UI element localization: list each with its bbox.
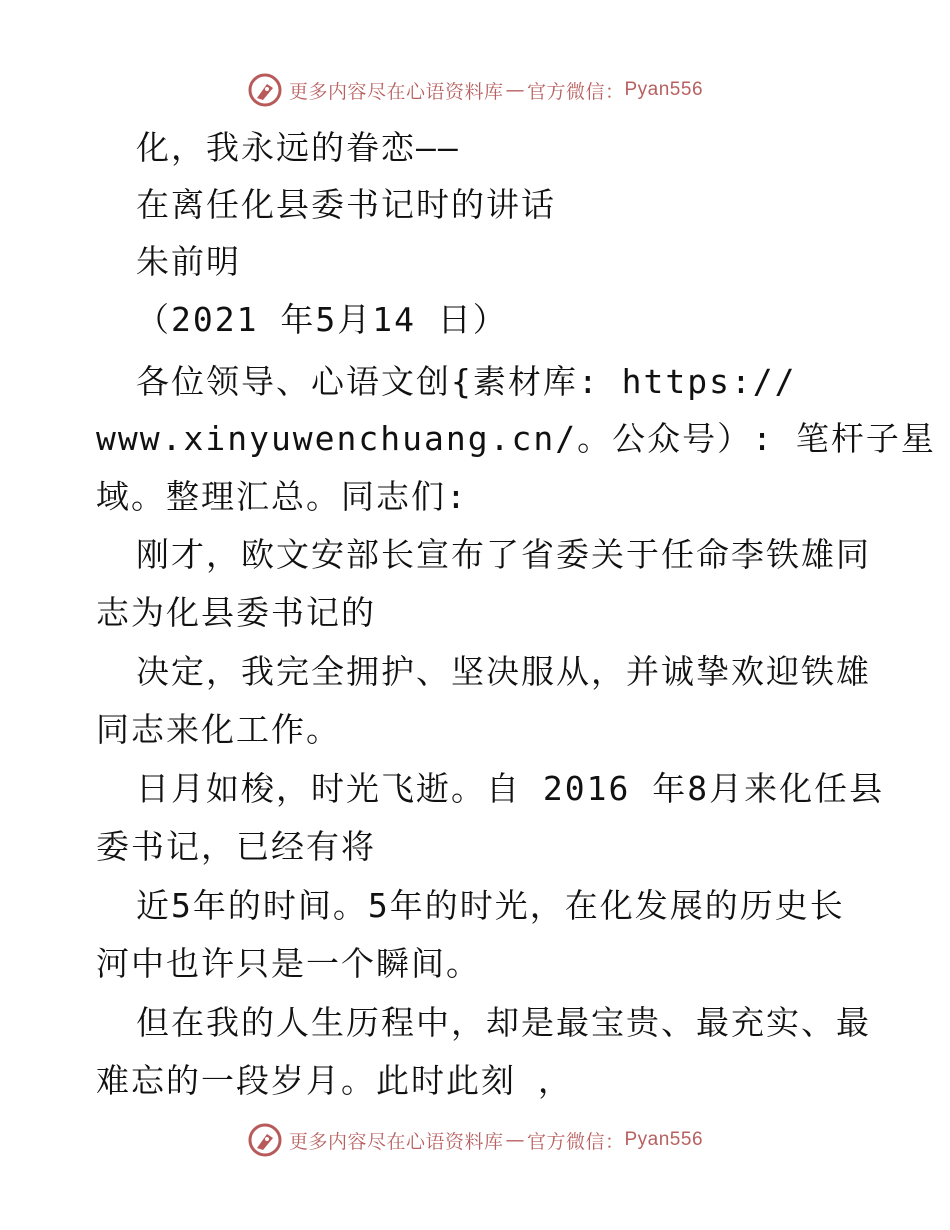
body-line: 但在我的人生历程中，却是最宝贵、最充实、最 <box>136 1003 871 1042</box>
watermark-text: 更多内容尽在心语资料库 <box>288 80 504 103</box>
body-line: 域。整理汇总。同志们: <box>96 477 468 516</box>
body-line: 日月如梭，时光飞逝。自 2016 年8月来化任县 <box>136 769 885 808</box>
body-line: 同志来化工作。 <box>96 710 341 749</box>
speech-date: （2021 年5月14 日） <box>136 300 508 339</box>
pen-nib-circle-icon <box>247 72 283 108</box>
author-name: 朱前明 <box>136 242 241 281</box>
body-line: 各位领导、心语文创{素材库: https:// <box>136 362 797 401</box>
watermark-separator: — <box>505 1129 525 1151</box>
watermark-text: 更多内容尽在心语资料库 <box>288 1130 504 1153</box>
watermark-wechat-label: 官方微信： <box>526 80 625 103</box>
body-line: 志为化县委书记的 <box>96 593 376 632</box>
body-line: 决定，我完全拥护、坚决服从，并诚挚欢迎铁雄 <box>136 652 871 691</box>
body-line: 委书记，已经有将 <box>96 827 376 866</box>
body-line: 河中也许只是一个瞬间。 <box>96 944 481 983</box>
footer-watermark <box>0 1118 950 1162</box>
body-line: www.xinyuwenchuang.cn/。公众号）: 笔杆子星 <box>96 419 936 458</box>
pen-nib-circle-icon <box>247 1122 283 1158</box>
header-watermark <box>0 68 950 112</box>
watermark-wechat-id: Pyan556 <box>624 79 704 100</box>
watermark-wechat-label: 官方微信： <box>526 1130 625 1153</box>
watermark-wechat-id: Pyan556 <box>624 1129 704 1150</box>
body-line: 刚才，欧文安部长宣布了省委关于任命李铁雄同 <box>136 535 871 574</box>
body-line: 难忘的一段岁月。此时此刻 ， <box>96 1061 573 1100</box>
title-line-1: 化，我永远的眷恋—— <box>136 128 460 167</box>
body-line: 近5年的时间。5年的时光，在化发展的历史长 <box>136 886 845 925</box>
watermark-separator: — <box>505 79 525 101</box>
title-line-2: 在离任化县委书记时的讲话 <box>136 185 556 224</box>
